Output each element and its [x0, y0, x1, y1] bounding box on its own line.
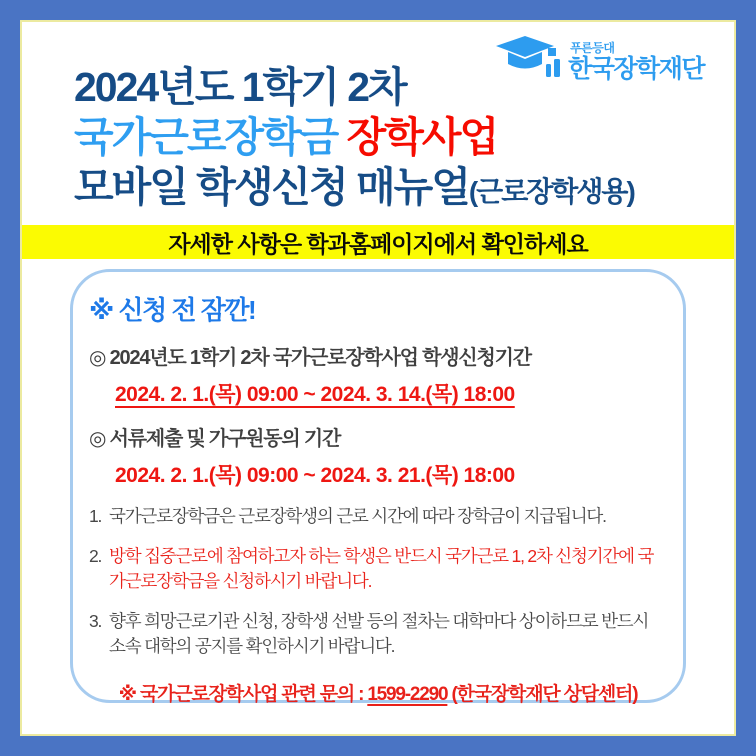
- list-item-3-text: 향후 희망근로기관 신청, 장학생 선발 등의 절차는 대학마다 상이하므로 반드시 소속 대학의 공지를 확인하시기 바랍니다.: [109, 611, 649, 656]
- foundation-logo: [496, 34, 704, 88]
- application-period-label: ◎ 2024년도 1학기 2차 국가근로장학사업 학생신청기간: [89, 347, 531, 369]
- list-item-2: [89, 544, 667, 594]
- notice-banner: [22, 225, 734, 259]
- document-period-dates: 2024. 2. 1.(목) 09:00 ~ 2024. 3. 21.(목) 18:00: [115, 464, 515, 487]
- list-item-1-text: 국가근로장학금은 근로장학생의 근로 시간에 따라 장학금이 지급됩니다.: [109, 506, 606, 526]
- list-item-1: [89, 504, 667, 529]
- contact-prefix: ※ 국가근로장학사업 관련 문의 :: [118, 684, 368, 705]
- title-line-2-highlight: 국가근로장학금: [74, 114, 338, 160]
- graduation-cap-icon: [496, 34, 562, 88]
- poster-content: [20, 20, 736, 736]
- title-line-3-main: 모바일 학생신청 매뉴얼: [74, 164, 469, 210]
- list-item-1-number: 1.: [89, 506, 102, 526]
- header: [22, 22, 734, 217]
- contact-suffix: (한국장학재단 상담센터): [447, 684, 638, 705]
- notice-box: [70, 269, 686, 703]
- application-period-dates: 2024. 2. 1.(목) 09:00 ~ 2024. 3. 14.(목) 18:00: [115, 383, 515, 406]
- title-line-2: [74, 112, 734, 162]
- logo-brand-small: 푸른등대: [570, 41, 615, 55]
- logo-brand-main: 한국장학재단: [568, 55, 704, 83]
- list-item-3-number: 3.: [89, 611, 102, 631]
- list-item-2-text: 방학 집중근로에 참여하고자 하는 학생은 반드시 국가근로 1, 2차 신청기간에 국가근로장학금을 신청하시기 바랍니다.: [109, 546, 654, 591]
- list-item-2-number: 2.: [89, 546, 102, 566]
- title-line-3-suffix: (근로장학생용): [468, 176, 634, 207]
- contact-phone: 1599-2290: [367, 684, 448, 705]
- logo-text: [568, 40, 704, 82]
- notice-box-heading: ※ 신청 전 잠깐!: [89, 295, 256, 325]
- notice-banner-text: 자세한 사항은 학과홈페이지에서 확인하세요: [168, 230, 588, 257]
- contact-line: [89, 679, 667, 706]
- title-line-2-red: 장학사업: [337, 114, 498, 160]
- title-line-3: [74, 162, 734, 217]
- document-period-label: ◎ 서류제출 및 가구원동의 기간: [89, 428, 341, 450]
- title-line-1: 2024년도 1학기 2차: [74, 64, 406, 110]
- list-item-3: [89, 609, 667, 659]
